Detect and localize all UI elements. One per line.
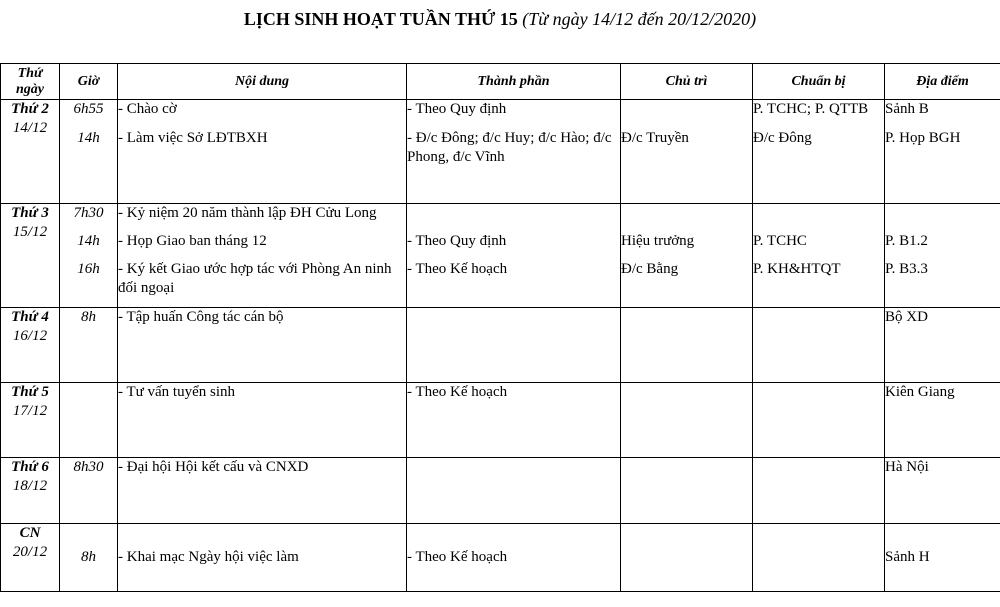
time-cell (60, 383, 118, 458)
participants-cell (407, 308, 621, 383)
header-prep: Chuẩn bị (753, 64, 885, 100)
prep-cell (753, 524, 885, 592)
time-cell: 7h30 14h 16h (60, 204, 118, 308)
day-cell: Thứ 5 17/12 (1, 383, 60, 458)
table-row (1, 204, 1000, 308)
header-content: Nội dung (118, 64, 407, 100)
participants-cell: - Theo Kế hoạch (407, 383, 621, 458)
table-row (1, 458, 1000, 524)
table-row (1, 524, 1000, 592)
weekly-schedule-table (0, 63, 1000, 592)
table-row (1, 308, 1000, 383)
participants-cell: - Theo Kế hoạch (407, 524, 621, 592)
participants-cell: - Theo Quy định - Theo Kế hoạch (407, 204, 621, 308)
location-cell: Hà Nội (885, 458, 1000, 524)
header-time: Giờ (60, 64, 118, 100)
participants-cell: - Theo Quy định - Đ/c Đông; đ/c Huy; đ/c Hào; đ/c Phong, đ/c Vĩnh (407, 100, 621, 204)
header-participants: Thành phần (407, 64, 621, 100)
content-cell: - Tư vấn tuyển sinh (118, 383, 407, 458)
content-cell: - Tập huấn Công tác cán bộ (118, 308, 407, 383)
time-cell: 6h55 14h (60, 100, 118, 204)
time-cell: 8h30 (60, 458, 118, 524)
chair-cell (621, 458, 753, 524)
title-date-range: (Từ ngày 14/12 đến 20/12/2020) (522, 9, 757, 29)
time-cell: 8h (60, 524, 118, 592)
content-cell: - Khai mạc Ngày hội việc làm (118, 524, 407, 592)
content-cell: - Kỷ niệm 20 năm thành lập ĐH Cửu Long - Họp Giao ban tháng 12 - Ký kết Giao ước hợp tác với Phòng An ninh đối ngoại (118, 204, 407, 308)
location-cell: P. B1.2 P. B3.3 (885, 204, 1000, 308)
header-day: Thứ ngày (1, 64, 60, 100)
chair-cell (621, 383, 753, 458)
participants-cell (407, 458, 621, 524)
header-row (1, 64, 1000, 100)
table-row (1, 100, 1000, 204)
location-cell: Sảnh B P. Họp BGH (885, 100, 1000, 204)
day-cell: Thứ 4 16/12 (1, 308, 60, 383)
content-cell: - Chào cờ - Làm việc Sở LĐTBXH (118, 100, 407, 204)
day-cell: Thứ 3 15/12 (1, 204, 60, 308)
chair-cell: Hiệu trưởng Đ/c Bằng (621, 204, 753, 308)
prep-cell (753, 383, 885, 458)
header-location: Địa điểm (885, 64, 1000, 100)
content-cell: - Đại hội Hội kết cấu và CNXD (118, 458, 407, 524)
location-cell: Sảnh H (885, 524, 1000, 592)
chair-cell: Đ/c Truyền (621, 100, 753, 204)
day-cell: CN 20/12 (1, 524, 60, 592)
page-title (0, 6, 1000, 32)
time-cell: 8h (60, 308, 118, 383)
day-cell: Thứ 2 14/12 (1, 100, 60, 204)
prep-cell: P. TCHC; P. QTTB Đ/c Đông (753, 100, 885, 204)
prep-cell: P. TCHC P. KH&HTQT (753, 204, 885, 308)
chair-cell (621, 308, 753, 383)
header-chair: Chủ trì (621, 64, 753, 100)
prep-cell (753, 458, 885, 524)
table-row (1, 383, 1000, 458)
day-cell: Thứ 6 18/12 (1, 458, 60, 524)
location-cell: Kiên Giang (885, 383, 1000, 458)
location-cell: Bộ XD (885, 308, 1000, 383)
chair-cell (621, 524, 753, 592)
prep-cell (753, 308, 885, 383)
title-main: LỊCH SINH HOẠT TUẦN THỨ 15 (243, 9, 518, 29)
